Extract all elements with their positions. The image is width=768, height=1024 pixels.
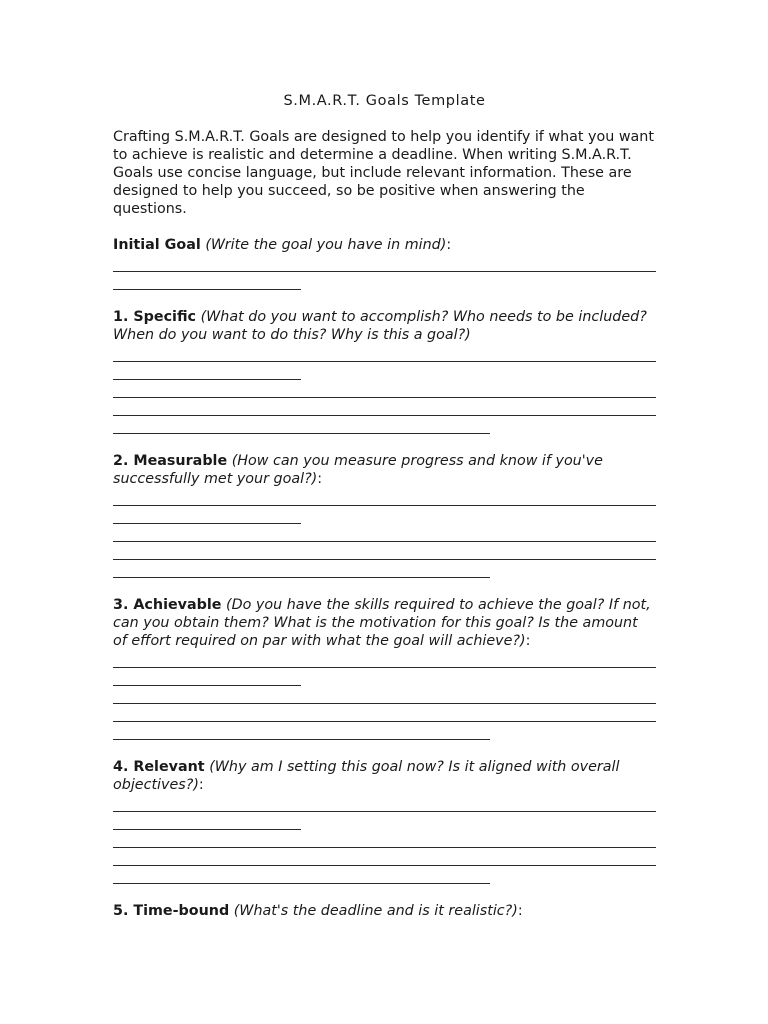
document-title: S.M.A.R.T. Goals Template [283,93,486,109]
time-bound-heading [113,902,656,920]
measurable-label: 2. Measurable [113,453,228,469]
answer-line[interactable] [113,505,656,506]
achievable-prompt: (Do you have the skills required to achieve the goal? If not, can you obtain them? What is the motivation for this goal? Is the amount of effort required on par with what the goal will achieve?) [113,597,651,649]
initial-goal-prompt: (Write the goal you have in mind) [205,237,447,253]
answer-line[interactable] [113,739,490,740]
intro-paragraph: Crafting S.M.A.R.T. Goals are designed to help you identify if what you want to achieve is realistic and determine a deadline. When writing S.M.A.R.T. Goals use concise language, but include relevant information. These are designed to help you succeed, so be positive when answering the questions. [113,129,654,217]
achievable-suffix: : [525,633,531,649]
answer-line[interactable] [113,667,656,668]
initial-goal-suffix: : [446,237,452,253]
time-bound-prompt: (What's the deadline and is it realistic?) [233,903,518,919]
relevant-prompt: (Why am I setting this goal now? Is it aligned with overall objectives?) [113,759,620,793]
document-page [113,92,656,920]
answer-line[interactable] [113,883,490,884]
answer-line[interactable] [113,379,301,380]
specific-prompt: (What do you want to accomplish? Who needs to be included? When do you want to do this? Why is this a goal?) [113,309,647,343]
answer-line[interactable] [113,415,656,416]
relevant-label: 4. Relevant [113,759,205,775]
answer-line[interactable] [113,397,656,398]
answer-line[interactable] [113,289,301,290]
time-bound-suffix: : [517,903,523,919]
answer-line[interactable] [113,811,656,812]
answer-line[interactable] [113,361,656,362]
answer-line[interactable] [113,577,490,578]
answer-line[interactable] [113,703,656,704]
measurable-prompt: (How can you measure progress and know if you've successfully met your goal?) [113,453,603,487]
specific-heading [113,308,656,344]
specific-label: 1. Specific [113,309,197,325]
answer-line[interactable] [113,721,656,722]
relevant-suffix: : [198,777,204,793]
answer-line[interactable] [113,847,656,848]
relevant-heading [113,758,656,794]
measurable-suffix: : [317,471,323,487]
answer-line[interactable] [113,685,301,686]
time-bound-label: 5. Time-bound [113,903,230,919]
measurable-heading [113,452,656,488]
initial-goal-heading [113,236,656,254]
initial-goal-label: Initial Goal [113,237,201,253]
answer-line[interactable] [113,523,301,524]
answer-line[interactable] [113,559,656,560]
answer-line[interactable] [113,433,490,434]
answer-line[interactable] [113,541,656,542]
answer-line[interactable] [113,829,301,830]
achievable-heading [113,596,656,650]
achievable-label: 3. Achievable [113,597,222,613]
answer-line[interactable] [113,865,656,866]
answer-line[interactable] [113,271,656,272]
